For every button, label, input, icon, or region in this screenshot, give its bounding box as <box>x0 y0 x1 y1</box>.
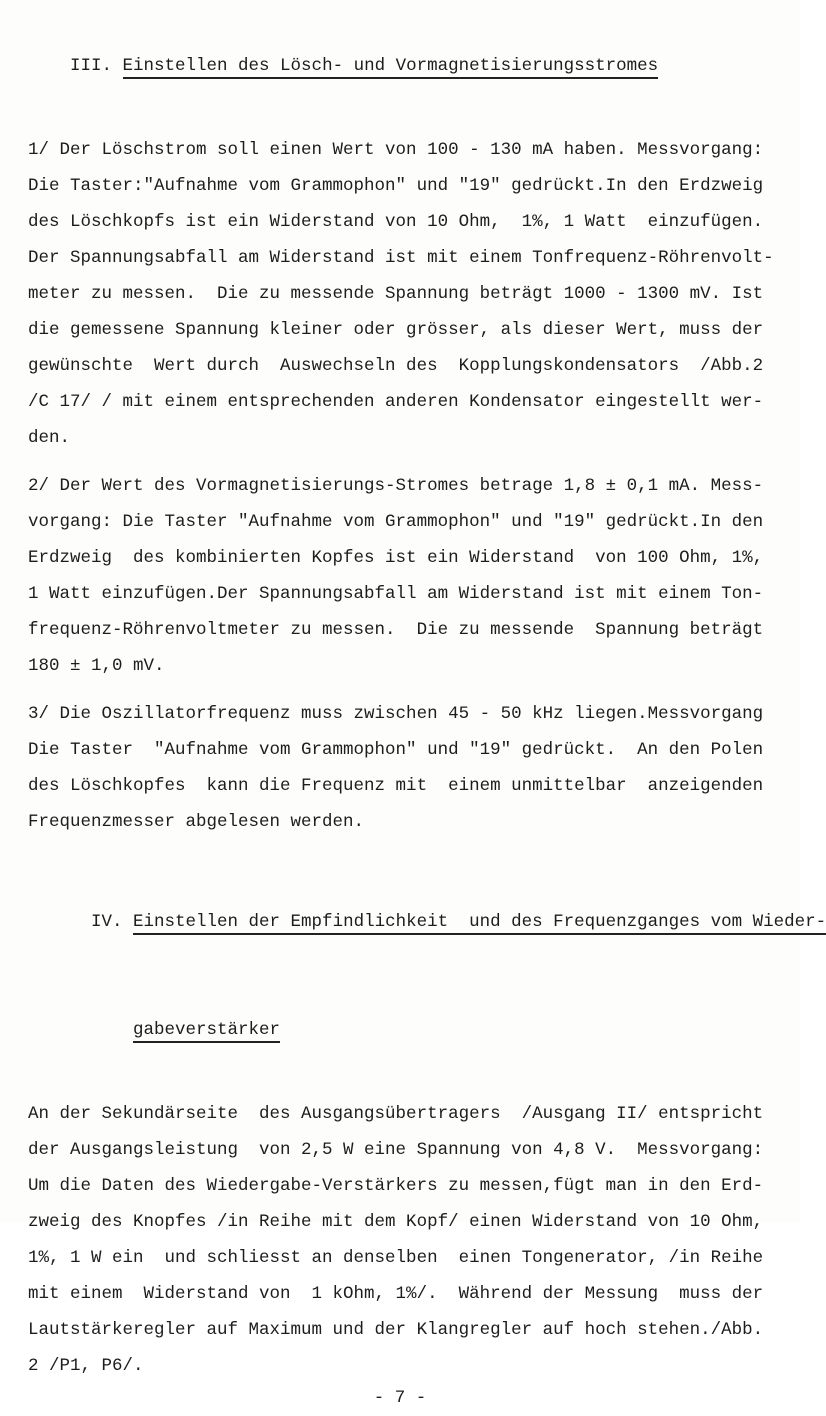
text-line: 1 Watt einzufügen.Der Spannungsabfall am Widerstand ist mit einem Ton- <box>28 584 764 604</box>
section-iii-title: Einstellen des Lösch- und Vormagnetisierungsstromes <box>123 56 659 79</box>
paragraph-4 <box>28 1096 800 1384</box>
section-iii-numeral: III. <box>70 56 113 76</box>
text-line: die gemessene Spannung kleiner oder grösser, als dieser Wert, muss der <box>28 320 764 340</box>
text-line: des Löschkopfs ist ein Widerstand von 10 Ohm, 1%, 1 Watt einzufügen. <box>28 212 764 232</box>
text-line: Um die Daten des Wiedergabe-Verstärkers zu messen,fügt man in den Erd- <box>28 1176 764 1196</box>
text-line: 1/ Der Löschstrom soll einen Wert von 100 - 130 mA haben. Messvorgang: <box>28 140 764 160</box>
text-line: 3/ Die Oszillatorfrequenz muss zwischen 45 - 50 kHz liegen.Messvorgang <box>28 704 764 724</box>
text-line: meter zu messen. Die zu messende Spannung beträgt 1000 - 1300 mV. Ist <box>28 284 764 304</box>
text-line: Erdzweig des kombinierten Kopfes ist ein Widerstand von 100 Ohm, 1%, <box>28 548 764 568</box>
text-line: den. <box>28 428 71 448</box>
text-line: 2/ Der Wert des Vormagnetisierungs-Stromes betrage 1,8 ± 0,1 mA. Mess- <box>28 476 764 496</box>
text-line: frequenz-Röhrenvoltmeter zu messen. Die zu messende Spannung beträgt <box>28 620 764 640</box>
text-line: mit einem Widerstand von 1 kOhm, 1%/. Während der Messung muss der <box>28 1284 764 1304</box>
section-heading-iv <box>28 868 826 1084</box>
text-line: Frequenzmesser abgelesen werden. <box>28 812 365 832</box>
text-line: 2 /P1, P6/. <box>28 1356 144 1376</box>
section-iv-numeral: IV. <box>91 912 123 932</box>
section-iv-title-line1: Einstellen der Empfindlichkeit und des Frequenzganges vom Wieder- <box>133 912 826 935</box>
text-line: vorgang: Die Taster "Aufnahme vom Grammophon" und "19" gedrückt.In den <box>28 512 764 532</box>
text-line: 1%, 1 W ein und schliesst an denselben einen Tongenerator, /in Reihe <box>28 1248 764 1268</box>
paragraph-2 <box>28 468 800 684</box>
text-line: 180 ± 1,0 mV. <box>28 656 165 676</box>
text-line: An der Sekundärseite des Ausgangsübertragers /Ausgang II/ entspricht <box>28 1104 764 1124</box>
paragraph-1 <box>28 132 800 456</box>
page-number: - 7 - <box>373 1388 427 1408</box>
text-line: gewünschte Wert durch Auswechseln des Kopplungskondensators /Abb.2 <box>28 356 764 376</box>
text-line: Der Spannungsabfall am Widerstand ist mit einem Tonfrequenz-Röhrenvolt- <box>28 248 774 268</box>
text-line: Die Taster "Aufnahme vom Grammophon" und "19" gedrückt. An den Polen <box>28 740 764 760</box>
text-line: /C 17/ / mit einem entsprechenden anderen Kondensator eingestellt wer- <box>28 392 764 412</box>
section-heading-iii <box>28 12 800 120</box>
text-line: der Ausgangsleistung von 2,5 W eine Spannung von 4,8 V. Messvorgang: <box>28 1140 764 1160</box>
section-iv-title-line2: gabeverstärker <box>133 1020 280 1043</box>
paragraph-3 <box>28 696 800 840</box>
text-line: Lautstärkeregler auf Maximum und der Klangregler auf hoch stehen./Abb. <box>28 1320 764 1340</box>
text-line: des Löschkopfes kann die Frequenz mit einem unmittelbar anzeigenden <box>28 776 764 796</box>
text-line: Die Taster:"Aufnahme vom Grammophon" und "19" gedrückt.In den Erdzweig <box>28 176 764 196</box>
text-line: zweig des Knopfes /in Reihe mit dem Kopf/ einen Widerstand von 10 Ohm, <box>28 1212 764 1232</box>
